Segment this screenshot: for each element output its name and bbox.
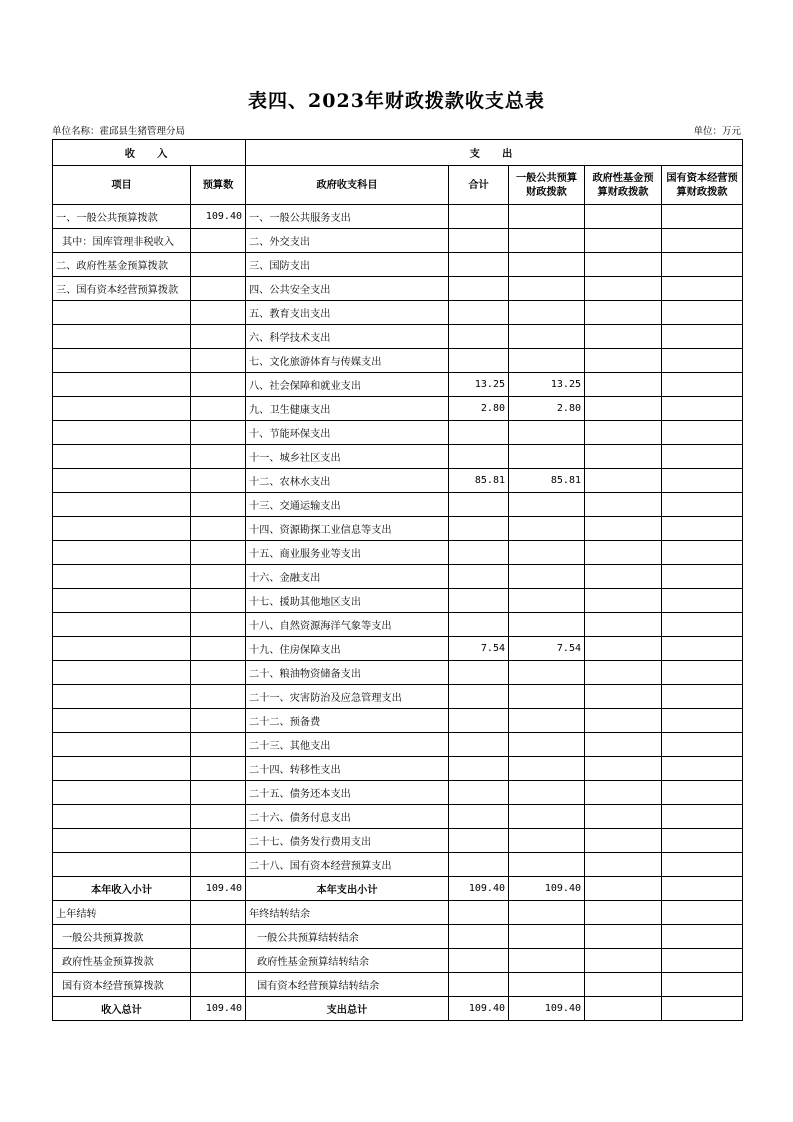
- income-item-cell: [53, 325, 191, 349]
- fund-budget-cell: [585, 973, 662, 997]
- col-budget-header: 预算数: [191, 166, 246, 205]
- state-capital-cell: [662, 373, 743, 397]
- state-capital-cell: [662, 349, 743, 373]
- general-budget-cell: [509, 973, 585, 997]
- income-budget-cell: [191, 229, 246, 253]
- income-budget-cell: 109.40: [191, 205, 246, 229]
- total-cell: [449, 901, 509, 925]
- general-budget-cell: 7.54: [509, 637, 585, 661]
- income-header: 收 入: [53, 140, 246, 166]
- income-item-cell: [53, 565, 191, 589]
- table-row: [53, 229, 743, 253]
- table-row: [53, 829, 743, 853]
- general-budget-cell: [509, 277, 585, 301]
- income-item-cell: [53, 589, 191, 613]
- state-capital-cell: [662, 493, 743, 517]
- table-row: [53, 589, 743, 613]
- total-cell: [449, 781, 509, 805]
- table-row: [53, 805, 743, 829]
- expense-subject-cell: 五、教育支出支出: [246, 301, 449, 325]
- expense-subject-cell: 十四、资源勘探工业信息等支出: [246, 517, 449, 541]
- income-item-cell: [53, 397, 191, 421]
- fund-budget-cell: [585, 493, 662, 517]
- page-title: 表四、2023年财政拨款收支总表: [248, 90, 545, 112]
- state-capital-cell: [662, 277, 743, 301]
- total-cell: 85.81: [449, 469, 509, 493]
- income-item-cell: 一般公共预算拨款: [53, 925, 191, 949]
- table-row: [53, 445, 743, 469]
- income-budget-cell: [191, 517, 246, 541]
- state-capital-cell: [662, 805, 743, 829]
- state-capital-cell: [662, 301, 743, 325]
- table-row: [53, 397, 743, 421]
- general-budget-cell: [509, 925, 585, 949]
- total-cell: [449, 925, 509, 949]
- expense-subject-cell: 政府性基金预算结转结余: [246, 949, 449, 973]
- expense-subject-cell: 十六、金融支出: [246, 565, 449, 589]
- expense-header: 支 出: [246, 140, 743, 166]
- table-row: [53, 541, 743, 565]
- expense-subject-cell: 二十四、转移性支出: [246, 757, 449, 781]
- fund-budget-cell: [585, 565, 662, 589]
- fund-budget-cell: [585, 685, 662, 709]
- income-budget-cell: [191, 973, 246, 997]
- general-budget-cell: 2.80: [509, 397, 585, 421]
- general-budget-cell: 85.81: [509, 469, 585, 493]
- income-budget-cell: [191, 733, 246, 757]
- expense-subject-cell: 年终结转结余: [246, 901, 449, 925]
- total-cell: [449, 613, 509, 637]
- total-cell: [449, 349, 509, 373]
- total-cell: [449, 829, 509, 853]
- income-budget-cell: [191, 397, 246, 421]
- state-capital-cell: [662, 445, 743, 469]
- state-capital-cell: [662, 757, 743, 781]
- general-budget-cell: [509, 805, 585, 829]
- total-cell: [449, 421, 509, 445]
- income-budget-cell: [191, 325, 246, 349]
- fund-budget-cell: [585, 253, 662, 277]
- state-capital-cell: [662, 205, 743, 229]
- general-budget-cell: [509, 493, 585, 517]
- total-cell: [449, 277, 509, 301]
- income-item-cell: [53, 517, 191, 541]
- income-item-cell: [53, 709, 191, 733]
- expense-subject-cell: 十五、商业服务业等支出: [246, 541, 449, 565]
- fund-budget-cell: [585, 997, 662, 1021]
- general-budget-cell: 109.40: [509, 997, 585, 1021]
- expense-subject-cell: 二十一、灾害防治及应急管理支出: [246, 685, 449, 709]
- total-cell: [449, 253, 509, 277]
- expense-subject-cell: 八、社会保障和就业支出: [246, 373, 449, 397]
- table-row: [53, 517, 743, 541]
- total-cell: [449, 517, 509, 541]
- income-item-cell: [53, 421, 191, 445]
- state-capital-cell: [662, 973, 743, 997]
- total-cell: [449, 565, 509, 589]
- general-budget-cell: [509, 325, 585, 349]
- income-item-cell: 上年结转: [53, 901, 191, 925]
- fund-budget-cell: [585, 589, 662, 613]
- total-cell: 109.40: [449, 997, 509, 1021]
- table-row: [53, 373, 743, 397]
- income-budget-cell: [191, 589, 246, 613]
- table-row: [53, 301, 743, 325]
- general-budget-cell: [509, 541, 585, 565]
- fund-budget-cell: [585, 541, 662, 565]
- fund-budget-cell: [585, 421, 662, 445]
- income-budget-cell: [191, 925, 246, 949]
- state-capital-cell: [662, 709, 743, 733]
- table-row: [53, 469, 743, 493]
- expense-subject-cell: 四、公共安全支出: [246, 277, 449, 301]
- income-item-cell: 政府性基金预算拨款: [53, 949, 191, 973]
- fund-budget-cell: [585, 637, 662, 661]
- total-cell: [449, 445, 509, 469]
- income-item-cell: [53, 445, 191, 469]
- state-capital-cell: [662, 733, 743, 757]
- unit-label: 单位：万元: [693, 126, 741, 137]
- total-cell: 2.80: [449, 397, 509, 421]
- grand-total-row: [53, 997, 743, 1021]
- total-cell: 7.54: [449, 637, 509, 661]
- total-cell: [449, 589, 509, 613]
- income-budget-cell: [191, 829, 246, 853]
- income-budget-cell: [191, 757, 246, 781]
- total-cell: [449, 541, 509, 565]
- income-budget-cell: [191, 565, 246, 589]
- expense-subject-cell: 十七、援助其他地区支出: [246, 589, 449, 613]
- general-budget-cell: [509, 589, 585, 613]
- income-budget-cell: [191, 805, 246, 829]
- state-capital-cell: [662, 853, 743, 877]
- fund-budget-cell: [585, 901, 662, 925]
- income-item-cell: 三、国有资本经营预算拨款: [53, 277, 191, 301]
- fund-budget-cell: [585, 925, 662, 949]
- income-budget-cell: [191, 349, 246, 373]
- total-cell: [449, 709, 509, 733]
- fund-budget-cell: [585, 205, 662, 229]
- col-total-header: 合计: [449, 166, 509, 205]
- table-row: [53, 565, 743, 589]
- general-budget-cell: [509, 349, 585, 373]
- state-capital-cell: [662, 469, 743, 493]
- income-budget-cell: [191, 901, 246, 925]
- income-total-label: 收入总计: [53, 997, 191, 1021]
- state-capital-cell: [662, 589, 743, 613]
- table-row: [53, 685, 743, 709]
- table-row: [53, 421, 743, 445]
- state-capital-cell: [662, 565, 743, 589]
- income-item-cell: [53, 829, 191, 853]
- expense-subject-cell: 一般公共预算结转结余: [246, 925, 449, 949]
- expense-subject-cell: 二、外交支出: [246, 229, 449, 253]
- fund-budget-cell: [585, 445, 662, 469]
- income-item-cell: [53, 469, 191, 493]
- table-row: [53, 277, 743, 301]
- expense-subject-cell: 二十三、其他支出: [246, 733, 449, 757]
- fund-budget-cell: [585, 781, 662, 805]
- expense-subject-cell: 十九、住房保障支出: [246, 637, 449, 661]
- income-item-cell: [53, 613, 191, 637]
- carryover-row: [53, 925, 743, 949]
- state-capital-cell: [662, 877, 743, 901]
- general-budget-cell: [509, 301, 585, 325]
- income-budget-cell: [191, 373, 246, 397]
- income-budget-cell: [191, 541, 246, 565]
- general-budget-cell: [509, 781, 585, 805]
- fund-budget-cell: [585, 301, 662, 325]
- table-row: [53, 205, 743, 229]
- table-row: [53, 757, 743, 781]
- state-capital-cell: [662, 925, 743, 949]
- fiscal-summary-table: [52, 139, 743, 1021]
- expense-subject-cell: 二十、粮油物资储备支出: [246, 661, 449, 685]
- table-row: [53, 853, 743, 877]
- general-budget-cell: [509, 229, 585, 253]
- carryover-row: [53, 973, 743, 997]
- total-cell: [449, 301, 509, 325]
- income-item-cell: [53, 301, 191, 325]
- state-capital-cell: [662, 685, 743, 709]
- fund-budget-cell: [585, 229, 662, 253]
- state-capital-cell: [662, 229, 743, 253]
- fund-budget-cell: [585, 661, 662, 685]
- income-item-cell: [53, 637, 191, 661]
- fund-budget-cell: [585, 325, 662, 349]
- table-row: [53, 709, 743, 733]
- income-budget-cell: [191, 781, 246, 805]
- income-item-cell: [53, 853, 191, 877]
- table-row: [53, 613, 743, 637]
- expense-subject-cell: 十一、城乡社区支出: [246, 445, 449, 469]
- income-item-cell: [53, 733, 191, 757]
- header-row-groups: [53, 140, 743, 166]
- income-budget-cell: [191, 661, 246, 685]
- subtotal-row: [53, 877, 743, 901]
- income-item-cell: [53, 661, 191, 685]
- expense-subject-cell: 国有资本经营预算结转结余: [246, 973, 449, 997]
- general-budget-cell: [509, 949, 585, 973]
- expense-subject-cell: 二十六、债务付息支出: [246, 805, 449, 829]
- header-row-columns: [53, 166, 743, 205]
- income-item-cell: [53, 781, 191, 805]
- income-item-cell: [53, 805, 191, 829]
- fund-budget-cell: [585, 397, 662, 421]
- total-cell: [449, 853, 509, 877]
- state-capital-cell: [662, 901, 743, 925]
- total-cell: [449, 685, 509, 709]
- unit-name: 单位名称：霍邱县生猪管理分局: [52, 126, 186, 137]
- income-budget-cell: [191, 301, 246, 325]
- fund-budget-cell: [585, 733, 662, 757]
- total-cell: 13.25: [449, 373, 509, 397]
- general-budget-cell: [509, 853, 585, 877]
- state-capital-cell: [662, 661, 743, 685]
- general-budget-cell: [509, 733, 585, 757]
- general-budget-cell: [509, 613, 585, 637]
- general-budget-cell: [509, 661, 585, 685]
- general-budget-cell: [509, 709, 585, 733]
- fund-budget-cell: [585, 709, 662, 733]
- state-capital-cell: [662, 397, 743, 421]
- general-budget-cell: [509, 421, 585, 445]
- table-row: [53, 253, 743, 277]
- table-row: [53, 349, 743, 373]
- state-capital-cell: [662, 253, 743, 277]
- expense-subject-cell: 一、一般公共服务支出: [246, 205, 449, 229]
- total-cell: [449, 973, 509, 997]
- fund-budget-cell: [585, 517, 662, 541]
- income-item-cell: [53, 373, 191, 397]
- income-item-cell: [53, 541, 191, 565]
- income-budget-cell: [191, 637, 246, 661]
- income-budget-cell: [191, 853, 246, 877]
- table-row: [53, 493, 743, 517]
- income-item-cell: 其中：国库管理非税收入: [53, 229, 191, 253]
- total-cell: [449, 733, 509, 757]
- expense-subject-cell: 二十五、债务还本支出: [246, 781, 449, 805]
- income-budget-cell: [191, 253, 246, 277]
- expense-subject-cell: 二十八、国有资本经营预算支出: [246, 853, 449, 877]
- col-state-header: 国有资本经营预算财政拨款: [662, 166, 743, 205]
- fund-budget-cell: [585, 805, 662, 829]
- income-item-cell: [53, 757, 191, 781]
- expense-subject-cell: 六、科学技术支出: [246, 325, 449, 349]
- income-budget-cell: [191, 493, 246, 517]
- general-budget-cell: [509, 565, 585, 589]
- income-total-label: 本年收入小计: [53, 877, 191, 901]
- table-row: [53, 661, 743, 685]
- expense-subject-cell: 十二、农林水支出: [246, 469, 449, 493]
- state-capital-cell: [662, 997, 743, 1021]
- total-cell: [449, 661, 509, 685]
- income-total-value: 109.40: [191, 997, 246, 1021]
- table-row: [53, 733, 743, 757]
- expense-subject-cell: 九、卫生健康支出: [246, 397, 449, 421]
- total-cell: [449, 205, 509, 229]
- carryover-row: [53, 949, 743, 973]
- general-budget-cell: [509, 205, 585, 229]
- total-cell: [449, 493, 509, 517]
- total-cell: [449, 325, 509, 349]
- total-cell: [449, 949, 509, 973]
- income-budget-cell: [191, 613, 246, 637]
- state-capital-cell: [662, 541, 743, 565]
- state-capital-cell: [662, 781, 743, 805]
- expense-subject-cell: 十、节能环保支出: [246, 421, 449, 445]
- expense-total-label: 支出总计: [246, 997, 449, 1021]
- general-budget-cell: 109.40: [509, 877, 585, 901]
- fund-budget-cell: [585, 853, 662, 877]
- state-capital-cell: [662, 325, 743, 349]
- total-cell: [449, 229, 509, 253]
- income-budget-cell: [191, 277, 246, 301]
- income-item-cell: [53, 349, 191, 373]
- fund-budget-cell: [585, 877, 662, 901]
- fund-budget-cell: [585, 373, 662, 397]
- expense-subject-cell: 二十二、预备费: [246, 709, 449, 733]
- general-budget-cell: [509, 829, 585, 853]
- income-budget-cell: [191, 469, 246, 493]
- carryover-row: [53, 901, 743, 925]
- total-cell: [449, 805, 509, 829]
- income-budget-cell: [191, 685, 246, 709]
- fund-budget-cell: [585, 349, 662, 373]
- income-item-cell: 一、一般公共预算拨款: [53, 205, 191, 229]
- income-item-cell: [53, 493, 191, 517]
- fund-budget-cell: [585, 469, 662, 493]
- income-budget-cell: [191, 709, 246, 733]
- fund-budget-cell: [585, 613, 662, 637]
- income-item-cell: 二、政府性基金预算拨款: [53, 253, 191, 277]
- income-budget-cell: [191, 421, 246, 445]
- col-item-header: 项目: [53, 166, 191, 205]
- col-fund-header: 政府性基金预算财政拨款: [585, 166, 662, 205]
- expense-subject-cell: 七、文化旅游体育与传媒支出: [246, 349, 449, 373]
- table-row: [53, 637, 743, 661]
- fund-budget-cell: [585, 277, 662, 301]
- general-budget-cell: [509, 901, 585, 925]
- expense-subject-cell: 十八、自然资源海洋气象等支出: [246, 613, 449, 637]
- general-budget-cell: [509, 253, 585, 277]
- income-budget-cell: [191, 949, 246, 973]
- table-row: [53, 781, 743, 805]
- fund-budget-cell: [585, 829, 662, 853]
- total-cell: 109.40: [449, 877, 509, 901]
- table-row: [53, 325, 743, 349]
- state-capital-cell: [662, 613, 743, 637]
- expense-total-label: 本年支出小计: [246, 877, 449, 901]
- expense-subject-cell: 二十七、债务发行费用支出: [246, 829, 449, 853]
- general-budget-cell: [509, 445, 585, 469]
- general-budget-cell: 13.25: [509, 373, 585, 397]
- state-capital-cell: [662, 517, 743, 541]
- general-budget-cell: [509, 517, 585, 541]
- total-cell: [449, 757, 509, 781]
- general-budget-cell: [509, 757, 585, 781]
- fund-budget-cell: [585, 949, 662, 973]
- col-subject-header: 政府收支科目: [246, 166, 449, 205]
- state-capital-cell: [662, 829, 743, 853]
- state-capital-cell: [662, 637, 743, 661]
- general-budget-cell: [509, 685, 585, 709]
- state-capital-cell: [662, 949, 743, 973]
- income-budget-cell: [191, 445, 246, 469]
- state-capital-cell: [662, 421, 743, 445]
- expense-subject-cell: 十三、交通运输支出: [246, 493, 449, 517]
- income-total-value: 109.40: [191, 877, 246, 901]
- fund-budget-cell: [585, 757, 662, 781]
- income-item-cell: [53, 685, 191, 709]
- col-general-header: 一般公共预算财政拨款: [509, 166, 585, 205]
- income-item-cell: 国有资本经营预算拨款: [53, 973, 191, 997]
- expense-subject-cell: 三、国防支出: [246, 253, 449, 277]
